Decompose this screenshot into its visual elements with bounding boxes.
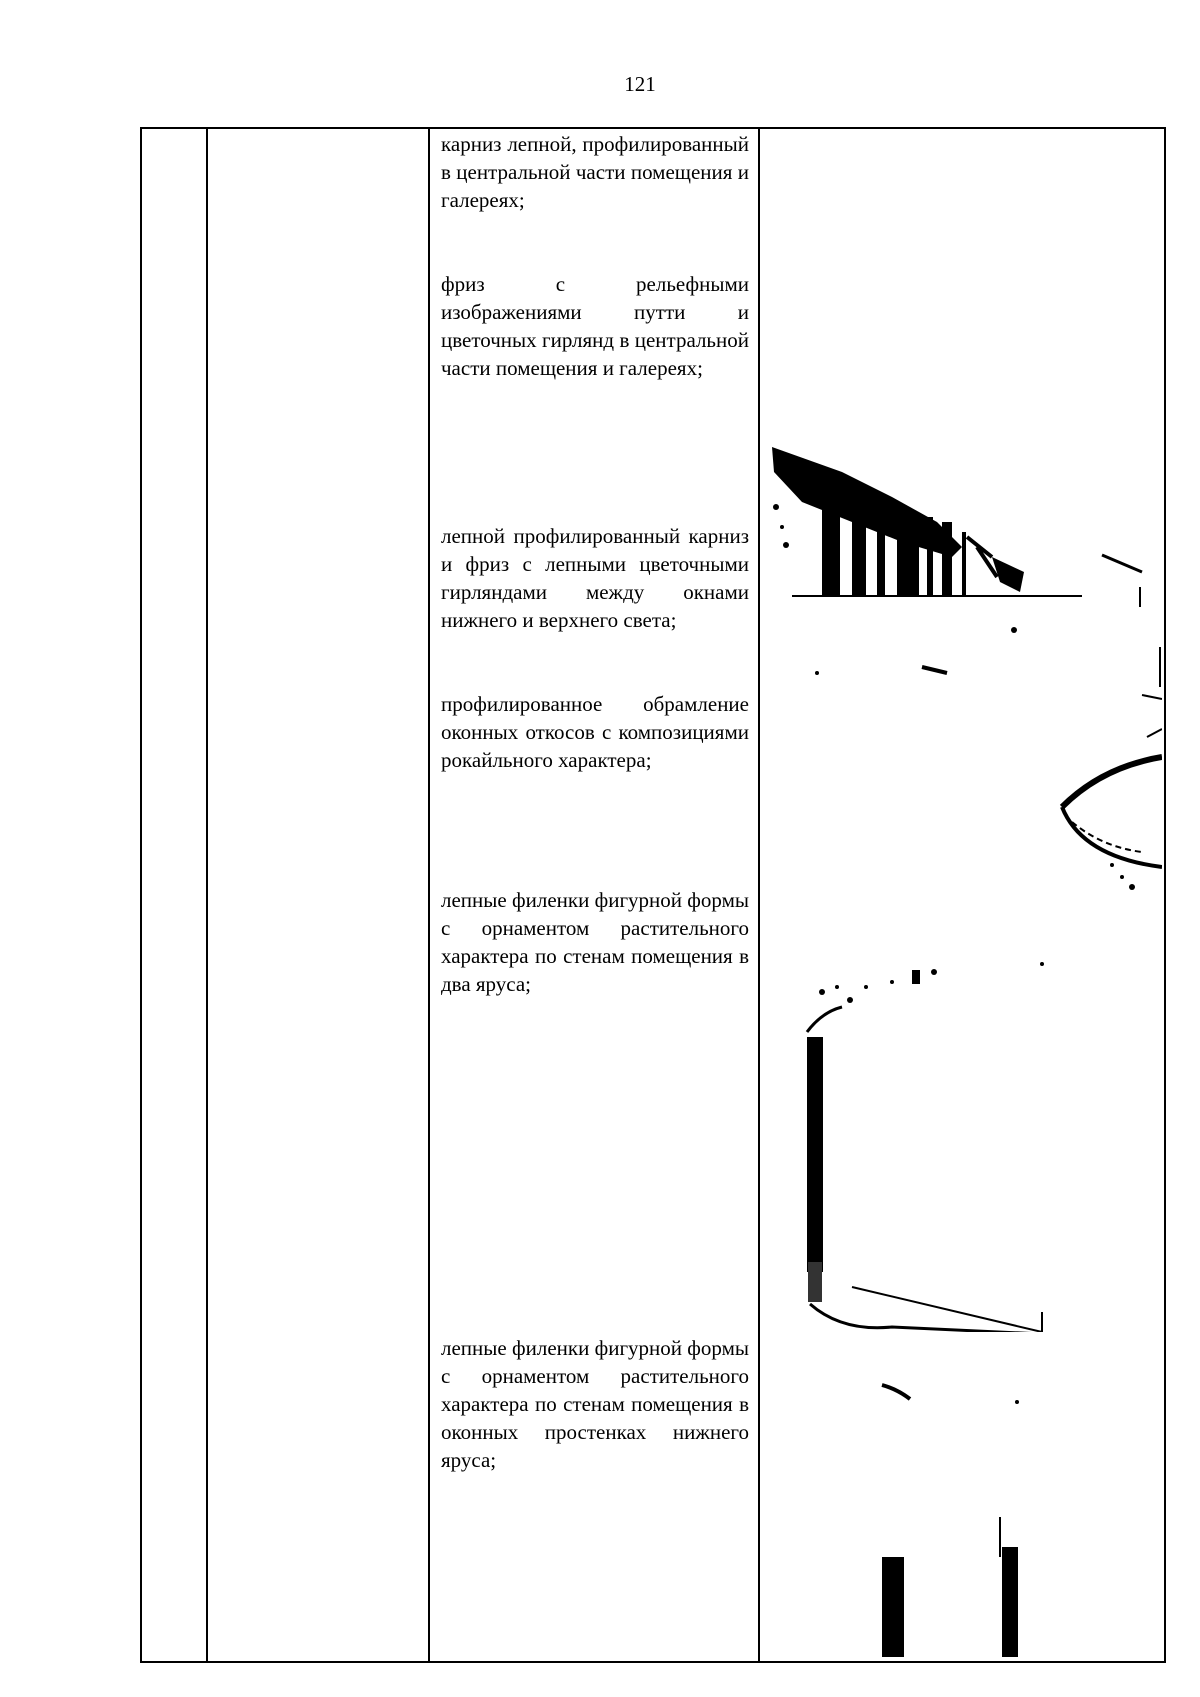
table-divider-1 <box>206 127 208 1663</box>
page-number: 121 <box>624 72 656 96</box>
table-border-left <box>140 127 142 1663</box>
entry-cornice: карниз лепной, профилированный в центральной части помещения и галереях; <box>441 132 749 212</box>
entry-cornice-garlands: лепной профилированный карниз и фриз с лепными цветочными гирляндами между окнами нижнего и верхнего света; <box>441 524 749 632</box>
table-top-border <box>140 127 1166 129</box>
frieze-photo <box>762 297 1162 637</box>
table-divider-3 <box>758 127 760 1663</box>
entry-frieze-putti: фриз с рельефными изображениями путти и цветочных гирлянд в центральной части помещения и галереях; <box>441 272 749 380</box>
entry-panels-two-tiers: лепные филенки фигурной формы с орнаментом растительного характера по стенам помещения в два яруса; <box>441 888 749 996</box>
entry-window-framing: профилированное обрамление оконных откосов с композициями рокайльного характера; <box>441 692 749 772</box>
wall-panel-photo-image <box>762 892 1162 1332</box>
table-bottom-border <box>140 1661 1166 1663</box>
window-pier-panel-photo <box>762 1347 1162 1657</box>
window-pier-panel-photo-image <box>762 1347 1162 1657</box>
description-table <box>140 127 1166 1663</box>
frieze-photo-image <box>762 297 1162 637</box>
entry-panels-lower-tier: лепные филенки фигурной формы с орнаментом растительного характера по стенам помещения в оконных простенках нижнего яруса; <box>441 1336 749 1472</box>
table-border-right <box>1164 127 1166 1663</box>
wall-panel-photo <box>762 892 1162 1332</box>
table-divider-2 <box>428 127 430 1663</box>
